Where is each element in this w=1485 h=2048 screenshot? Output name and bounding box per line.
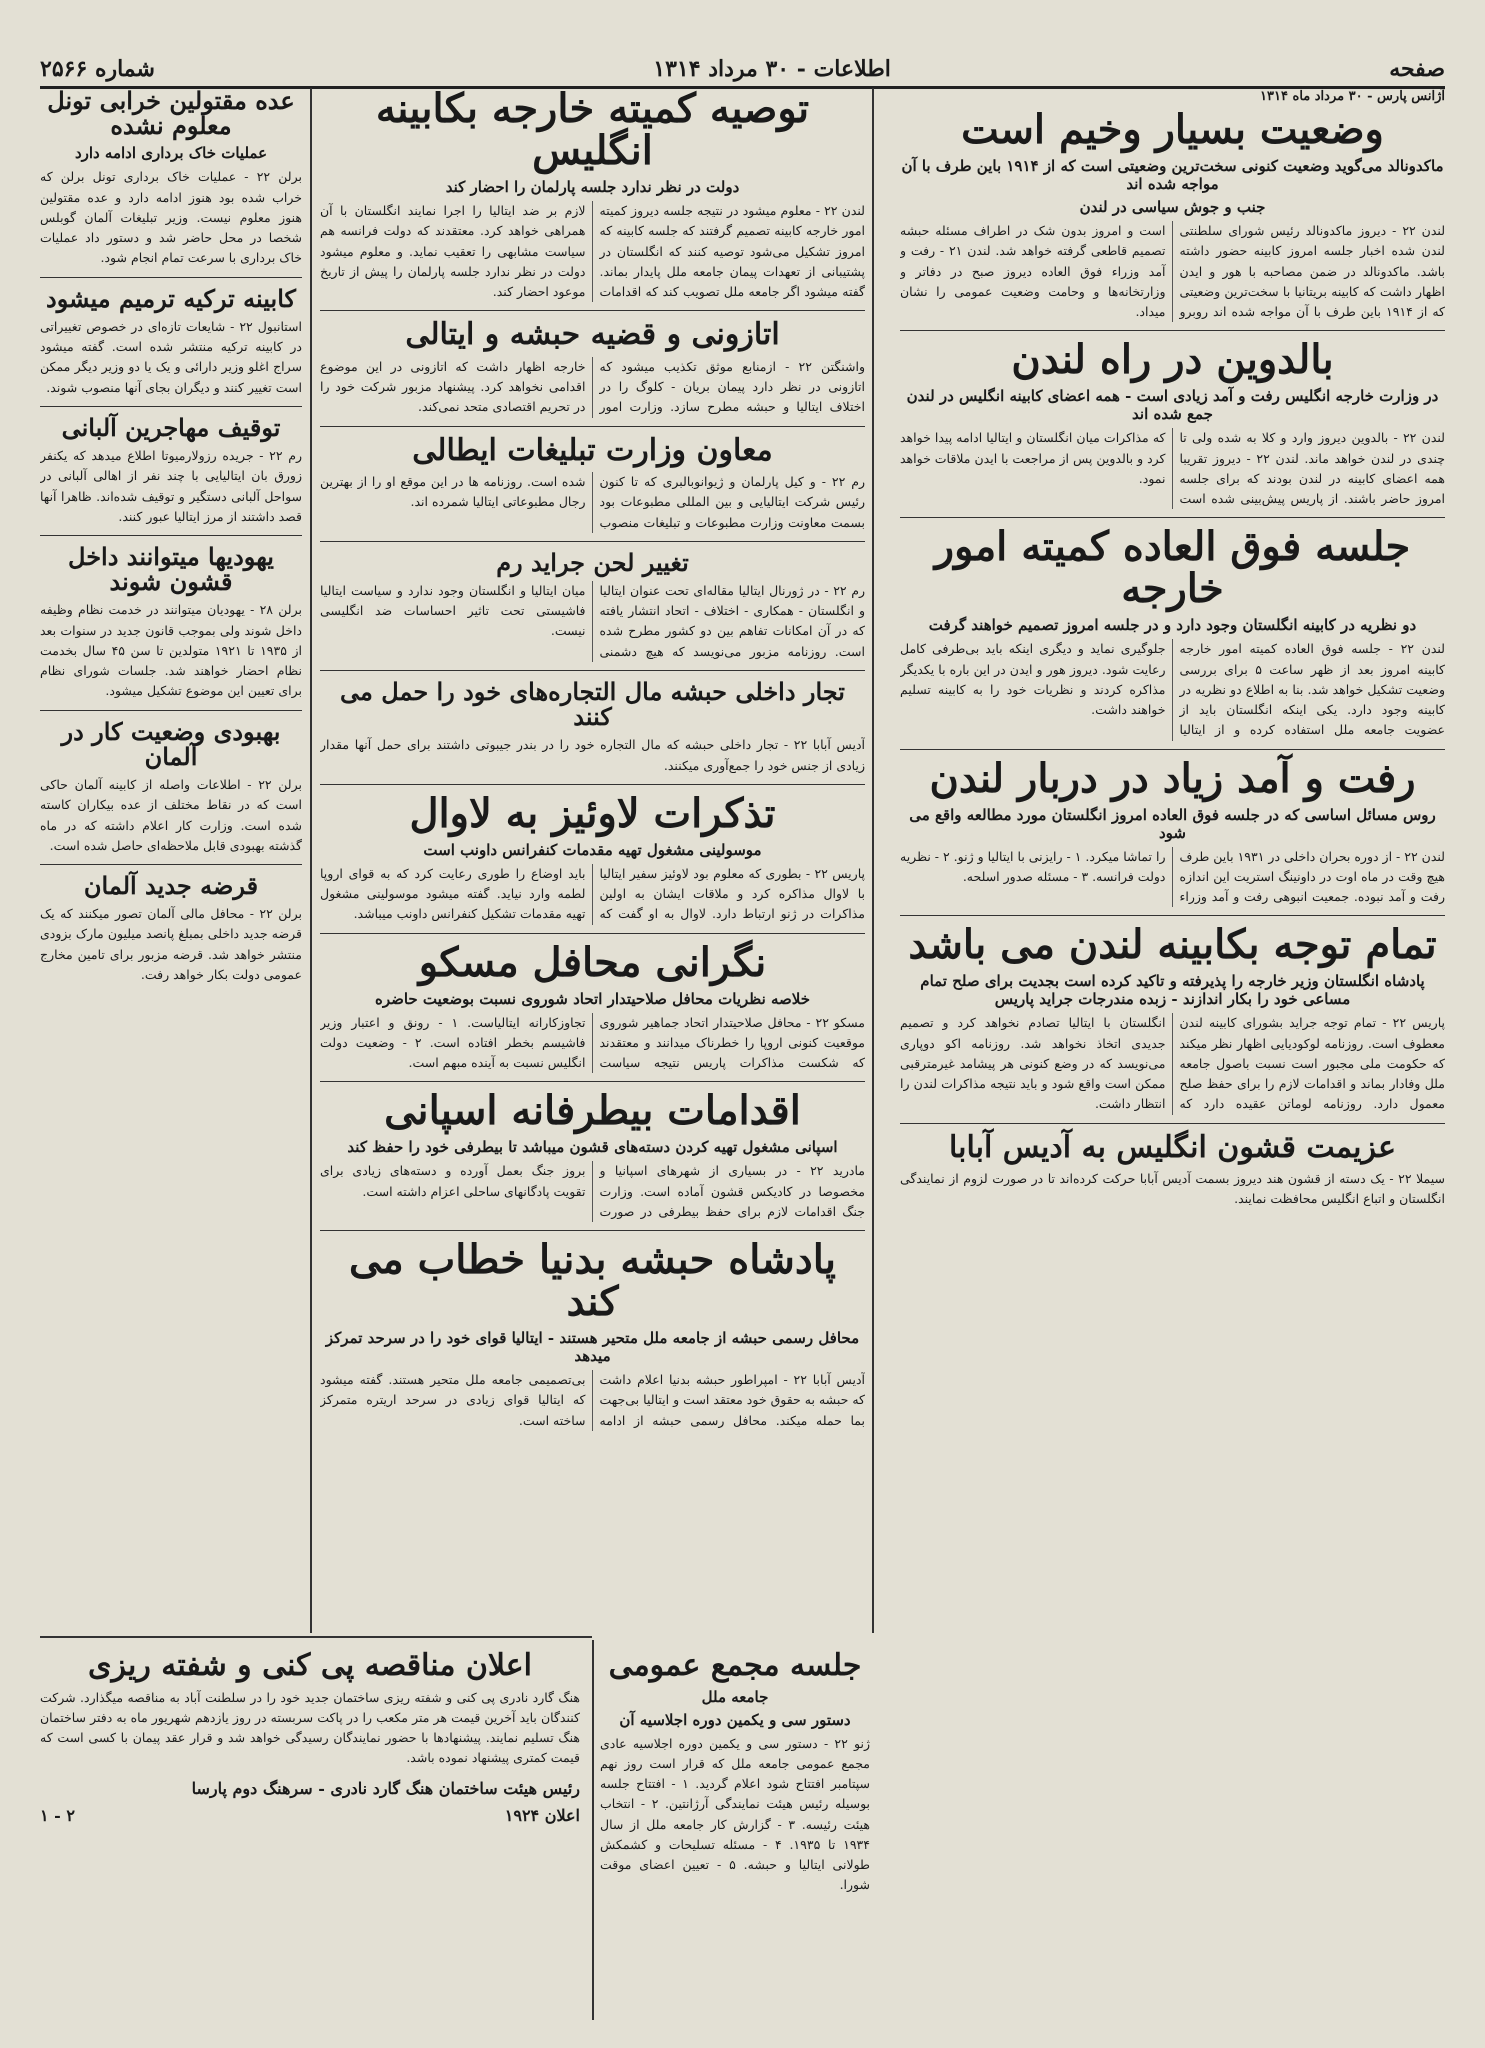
subheadline: دو نظریه در کابینه انگلستان وجود دارد و در جلسه امروز تصمیم خواهند گرفت (928, 616, 1417, 635)
article-body: لندن ۲۲ - جلسه فوق العاده کمیته امور خارجه کابینه امروز بعد از ظهر ساعت ۵ برای بررسی وضعیت تشکیل خواهد شد. بنا به اطلاع دو نظریه در کابینه وجود دارد. یکی اینکه انگلستان باید از عضویت جامعه ملل استفاده کرده و از ایتالیا جلوگیری نماید و دیگری اینکه باید بی‌طرفی کامل رعایت شود. دیروز هور و ایدن در این باره با یکدیگر مذاکره کردند و نظریات خود را به کابینه تسلیم خواهند داشت. (900, 641, 1445, 738)
article-body: استانبول ۲۲ - شایعات تازه‌ای در خصوص تغییراتی در کابینه ترکیه منتشر شده است. گفته میشود سراج اغلو وزیر دارائی و یک یا دو وزیر دیگر ممکن است تغییر کنند و دیگران بجای آنها منصوب شوند. (40, 318, 302, 395)
article-body: لندن ۲۲ - از دوره بحران داخلی در ۱۹۳۱ باین طرف هیچ وقت در ماه اوت در داونینگ استریت این اندازه رفت و آمد نبوده. جمعیت انبوهی رفت و آمد وزراء را تماشا میکرد. ۱ - رایزنی با ایتالیا و ژنو. ۲ - نظریه دولت فرانسه. ۳ - مسئله صدور اسلحه. (900, 848, 1445, 904)
notice-number: ۲ - ۱ (40, 1805, 75, 1825)
subheadline: عملیات خاک برداری ادامه دارد (74, 144, 268, 163)
headline: تغییر لحن جراید رم (496, 547, 689, 577)
article-troops-addis-ababa (900, 1129, 1445, 1210)
article-body: سیملا ۲۲ - یک دسته از قشون هند دیروز بسمت آدیس آبابا حرکت کرده‌اند تا در صورت لزوم از نمایندگی انگلستان و اتباع انگلیس محافظت نمایند. (900, 1171, 1445, 1207)
headline: جلسه فوق العاده کمیته امور خارجه (934, 523, 1411, 613)
headline: یهودیها میتوانند داخل قشون شوند (68, 542, 274, 597)
headline: اتازونی و قضیه حبشه و ایتالی (405, 317, 780, 353)
notice-signature-line (40, 1779, 580, 1798)
headline: اعلان مناقصه پی کنی و شفته ریزی (87, 1648, 533, 1683)
article-foreign-committee (900, 523, 1445, 740)
subheadline: خلاصه نظریات محافل صلاحیتدار اتحاد شوروی نسبت بوضعیت حاضره (374, 989, 810, 1008)
headline: کابینه ترکیه ترمیم میشود (46, 283, 296, 313)
notice-signature: رئیس هیئت ساختمان هنگ گارد نادری - سرهنگ دوم پارسا (191, 1778, 580, 1798)
notice-ref: اعلان ۱۹۲۴ (504, 1805, 580, 1825)
article-turkey-cabinet (40, 283, 302, 398)
masthead-issue-number: شماره ۲۵۶۶ (40, 56, 155, 82)
tender-notice (40, 1648, 580, 2018)
article-body: آدیس آبابا ۲۲ - تجار داخلی حبشه که مال التجاره خود را در بندر جیبوتی داشتند برای حمل آنها مقدار زیادی از جنس خود را جمع‌آوری میکنند. (320, 737, 865, 773)
article-london-cabinet-focus (900, 921, 1445, 1114)
article-body: برلن ۲۲ - محافل مالی آلمان تصور میکنند که یک قرضه جدید داخلی بمبلغ پانصد میلیون مارک بزودی منتشر خواهد شد. قرضه مزبور برای تامین مخارج عمومی دولت بکار خواهد رفت. (40, 906, 302, 982)
article-body: مادرید ۲۲ - در بسیاری از شهرهای اسپانیا و مخصوصا در کادیکس قشون آماده است. وزارت جنگ اقدامات لازم برای حفظ بیطرفی در صورت بروز جنگ بعمل آورده و دسته‌های زیادی برای تقویت پادگانهای ساحلی اعزام داشته است. (320, 1163, 865, 1219)
notice-footer (40, 1806, 580, 1825)
headline: تمام توجه بکابینه لندن می باشد (908, 921, 1437, 969)
subheadline-2: دستور سی و یکمین دوره اجلاسیه آن (619, 1710, 851, 1729)
article-body: رم ۲۲ - و کیل پارلمان و ژیوانوبالبری که تا کنون رئیس شرکت ایتالیایی و بین المللی مطبوعات بود بسمت معاونت وزارت مطبوعات و تبلیغات منصوب شده است. روزنامه ها در این موقع او را از بهترین رجال مطبوعاتی ایتالیا شمرده اند. (320, 474, 865, 530)
headline: عده مقتولین خرابی تونل معلوم نشده (47, 86, 295, 141)
article-body: مسکو ۲۲ - محافل صلاحیتدار اتحاد جماهیر شوروی موقعیت کنونی اروپا را خطرناک میدانند و معتقدند که شکست مذاکرات پاریس نتیجه سیاست تجاوزکارانه ایتالیاست. ۱ - رونق و اعتبار وزیر فاشیسم بخطر افتاده است. ۲ - وضعیت دولت انگلیس نسبت به آینده مبهم است. (320, 1014, 865, 1071)
article-albanian-migrants (40, 412, 302, 527)
subheadline: پادشاه انگلستان وزیر خارجه را پذیرفته و تاکید کرده است بجدیت برای صلح تمام مساعی خود را بکار اندازند - زبده مندرجات جراید پاریس (920, 972, 1425, 1009)
article-general-assembly (600, 1648, 870, 2018)
headline: بهبودی وضعیت کار در آلمان (61, 716, 281, 771)
subheadline: در وزارت خارجه انگلیس رفت و آمد زیادی است - همه اعضای کابینه انگلیس در لندن جمع شده اند (906, 387, 1439, 424)
headline: توصیه کمیته خارجه بکابینه انگلیس (375, 86, 810, 174)
headline: تذکرات لاوئیز به لاوال (409, 789, 776, 837)
article-ethiopia-emperor (320, 1236, 865, 1431)
subheadline: دولت در نظر ندارد جلسه پارلمان را احضار کند (445, 178, 740, 196)
article-body: آدیس آبابا ۲۲ - امپراطور حبشه بدنیا اعلام داشت که حبشه به حقوق خود معتقد است و ایتالیا بی‌جهت بما حمله میکند. محافل رسمی حبشه از ادامه بی‌تصمیمی جامعه ملل متحیر هستند. گفته میشود که ایتالیا قوای زیادی در سرحد اریتره متمرکز ساخته است. (320, 1372, 865, 1428)
article-laval (320, 789, 865, 925)
article-london-court (900, 754, 1445, 908)
article-body: لندن ۲۲ - معلوم میشود در نتیجه جلسه دیروز کمیته امور خارجه کابینه تصمیم گرفتند که جلسه کابینه که امروز تشکیل می‌شود توصیه کنند که انگلستان در پشتیبانی از تعهدات پیمان جامعه ملل پایدار بماند. گفته میشود اگر جامعه ملل تصویب کند که اقدامات لازم بر ضد ایتالیا را اجرا نمایند انگلستان با آن همراهی خواهد کرد. معتقدند که دولت فرانسه هم سیاست مشابهی را تعقیب نماید. و معلوم میشود دولت در نظر ندارد جلسه پارلمان را پیش از تاریخ موعود احضار کند. (320, 203, 865, 299)
article-usa-ethiopia (320, 319, 865, 417)
subheadline: محافل رسمی حبشه از جامعه ملل متحیر هستند - ایتالیا قوای خود را در سرحد تمرکز میدهد (325, 1329, 860, 1366)
headline: وضعیت بسیار وخیم است (961, 106, 1384, 153)
notice-body: هنگ گارد نادری پی کنی و شفته ریزی ساختمان جدید خود را در سلطنت آباد به مناقصه میگذارد. شرکت کنندگان باید آخرین قیمت هر متر مکعب را در پاکت سربسته در روز یازدهم شهریور ماه به دفتر ساختمان هنگ تسلیم نمایند. پیشنهادها با حضور نمایندگان رسیدگی خواهد شد و قرار عقد پیمان با کسی است که قیمت کمتری پیشنهاد نموده باشد. (40, 1689, 580, 1766)
article-body: برلن ۲۸ - یهودیان میتوانند در خدمت نظام وظیفه داخل شوند ولی بموجب قانون جدید در سنوات بعد از ۱۹۳۵ تا ۱۹۲۱ متولدین تا سن ۴۵ سال بخدمت نظام احضار خواهند شد. جلسات شورای نظام برای تعیین این موضوع تشکیل میشود. (40, 602, 302, 699)
article-body: ژنو ۲۲ - دستور سی و یکمین دوره اجلاسیه عادی مجمع عمومی جامعه ملل که قرار است روز نهم سپتامبر افتتاح شود اعلام گردید. ۱ - افتتاح جلسه بوسیله رئیس هیئت نمایندگی آرژانتین. ۲ - انتخاب هیئت رئیسه. ۳ - گزارش کار جامعه ملل از سال ۱۹۳۴ تا ۱۹۳۵. ۴ - مسئله تسلیحات و کشمکش طولانی ایتالیا و حبشه. ۵ - تعیین اعضای موقت شورا. (600, 1735, 870, 1893)
article-ethiopia-merchants (320, 676, 865, 776)
subheadline: جامعه ملل (701, 1687, 769, 1706)
article-baldwin (900, 336, 1445, 509)
masthead (40, 30, 1445, 89)
right-column (900, 86, 1445, 2026)
article-foreign-committee-recommendation (320, 88, 865, 302)
article-body: رم ۲۲ - در ژورنال ایتالیا مقاله‌ای تحت عنوان ایتالیا و انگلستان - همکاری - اختلاف - اتحاد انتشار یافته که در آن امکانات تفاهم بین دو کشور مطرح شده است. روزنامه مزبور می‌نویسد که هیچ دشمنی میان ایتالیا و انگلستان وجود ندارد و سیاست ایتالیا فاشیستی تحت تاثیر احساسات ضد انگلیسی نیست. (320, 582, 865, 659)
article-body: پاریس ۲۲ - تمام توجه جراید بشورای کابینه لندن معطوف است. روزنامه لوکودیایی اظهار نظر میکند که حکومت ملی مجبور است نسبت باصول جامعه ملل وفادار بماند و اقدامات لازم را برای حفظ صلح معمول دارد. روزنامه لوماتن عقیده دارد که انگلستان با ایتالیا تصادم نخواهد کرد و تصمیم جدیدی اتخاذ نخواهد شد. روزنامه اکو دوپاری می‌نویسد که در وضع کنونی هر پیشامد غیرمترقبی ممکن است واقع شود و باید نتیجه مذاکرات لندن را انتظار داشت. (900, 1015, 1445, 1112)
column-rule-right (872, 88, 874, 1633)
masthead-page-label: صفحه (1389, 56, 1445, 82)
article-body: لندن ۲۲ - دیروز ماکدونالد رئیس شورای سلطنتی لندن شده اخبار جلسه امروز کابینه حضور داشته باشد. ماکدونالد در ضمن مصاحبه با هور و ایدن اظهار داشت که کابینه بریتانیا با سخت‌ترین وضعیتی که از ۱۹۱۴ باین طرف با آن مواجه شده اند روبرو است و امروز بدون شک در اطراف مسئله حبشه تصمیم قاطعی گرفته خواهد شد. لندن ۲۱ - رفت و آمد وزراء فوق العاده دیروز صبح در دفاتر و وزارتخانه‌ها و وحامت وضعیت عمومی را نشان میداد. (900, 223, 1445, 319)
headline: توقیف مهاجرین آلبانی (61, 412, 281, 442)
article-body: برلن ۲۲ - اطلاعات واصله از کابینه آلمان حاکی است که در نقاط مختلف از عده بیکاران کاسته شده است. وزارت کار اعلام داشته که در ماه گذشته بهبودی قابل ملاحظه‌ای حاصل شده است. (40, 777, 302, 853)
subheadline: روس مسائل اساسی که در جلسه فوق العاده امروز انگلستان مورد مطالعه واقع می شود (909, 805, 1436, 842)
subheadline: موسولینی مشغول تهیه مقدمات کنفرانس داونب است (423, 840, 762, 859)
subheadline: ماکدونالد می‌گوید وضعیت کنونی سخت‌ترین وضعیتی است که از ۱۹۱۴ باین طرف با آن مواجه شده اند (901, 157, 1444, 193)
headline: اقدامات بیطرفانه اسپانی (384, 1087, 801, 1135)
article-jews-army (40, 544, 302, 702)
article-body: برلن ۲۲ - عملیات خاک برداری تونل برلن که خراب شده بود هنوز ادامه دارد و عده مقتولین هنوز معلوم نیست. وزیر تبلیغات آلمان گوبلس شخصا در محل حاضر شد و دستور داد عملیات خاک برداری با سرعت تمام انجام شود. (40, 169, 302, 266)
column-rule-left (310, 88, 312, 1633)
headline: تجار داخلی حبشه مال التجاره‌های خود را حمل می کنند (340, 676, 845, 732)
headline: رفت و آمد زیاد در دربار لندن (929, 754, 1416, 802)
article-tunnel-collapse (40, 88, 302, 269)
left-column (40, 86, 302, 1631)
article-situation-grave (900, 106, 1445, 322)
headline: جلسه مجمع عمومی (608, 1648, 862, 1683)
headline: قرضه جدید آلمان (83, 871, 259, 900)
agency-dateline: آژانس پارس - ۳۰ مرداد ماه ۱۳۱۴ (1260, 89, 1445, 104)
article-rome-press (320, 547, 865, 662)
column-rule-bottom (592, 1640, 594, 2020)
article-body: واشنگتن ۲۲ - ازمنابع موثق تکذیب میشود که اتازونی در نظر دارد پیمان بریان - کلوگ را در اختلاف ایتالیا و حبشه مطرح سازد. وزارت امور خارجه اظهار داشت که اتازونی در این موضوع اقدامی نخواهد کرد. پیشنهاد مزبور شرکت خود را در تحریم اقتصادی متحد نمی‌کند. (320, 358, 865, 415)
article-germany-labor (40, 716, 302, 856)
headline: بالدوین در راه لندن (1011, 336, 1334, 384)
article-body: پاریس ۲۲ - بطوری که معلوم بود لاوئیز سفیر ایتالیا با لاوال مذاکره کرد و ملاقات ایشان به اولین مذاکرات در ژنو ارتباط دارد. لاوال به او گفت که باید اوضاع را طوری رعایت کرد که به قوای اروپا لطمه وارد نیاید. گفته میشود موسولینی مشغول تهیه مقدمات تشکیل کنفرانس داونب میباشد. (320, 865, 865, 922)
headline: پادشاه حبشه بدنیا خطاب می کند (348, 1236, 837, 1326)
subheadline-2: جنب و جوش سیاسی در لندن (1079, 198, 1266, 216)
headline: عزیمت قشون انگلیس به آدیس آبابا (949, 1129, 1396, 1165)
headline: معاون وزارت تبلیغات ایطالی (412, 432, 773, 468)
bottom-section-rule (40, 1636, 592, 1638)
masthead-date: اطلاعات - ۳۰ مرداد ۱۳۱۴ (653, 56, 891, 82)
article-moscow (320, 938, 865, 1074)
headline: نگرانی محافل مسکو (418, 938, 767, 986)
article-germany-loan (40, 873, 302, 985)
article-italy-propaganda (320, 432, 865, 533)
article-spain (320, 1087, 865, 1222)
subheadline: اسپانی مشغول تهیه کردن دسته‌های قشون میباشد تا بیطرفی خود را حفظ کند (347, 1138, 838, 1157)
middle-column (320, 86, 865, 1631)
article-body: لندن ۲۲ - بالدوین دیروز وارد و کلا به شده ولی تا چندی در لندن خواهد ماند. لندن ۲۲ - دیروز تقریبا همه اعضای کابینه در لندن بودند که برای جلسه امروز حاضر باشند. از پاریس پیش‌بینی شده است که مذاکرات میان انگلستان و ایتالیا ادامه پیدا خواهد کرد و بالدوین پس از مراجعت با ایدن ملاقات خواهد نمود. (900, 430, 1445, 506)
article-body: رم ۲۲ - جریده رزولارمیوتا اطلاع میدهد که یکنفر زورق بان ایتالیایی با چند نفر از اهالی آلبانی در سواحل آلبانی دستگیر و توقیف شده‌اند. ظاهرا آنها قصد داشتند از مرز ایتالیا عبور کنند. (40, 448, 302, 524)
